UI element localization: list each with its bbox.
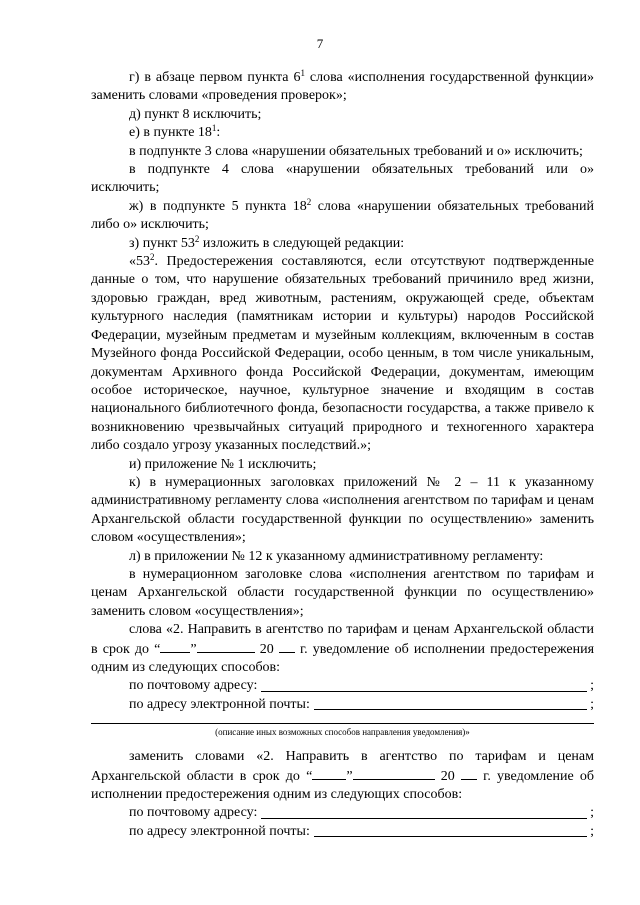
email-address-label: по адресу электронной почты: [129, 823, 310, 839]
paragraph-replacement: заменить словами «2. Направить в агентство по тарифам и ценам Архангельской области в срок до “ ” 20 г. уведомление об исполнении предостережения одним из следующих способов: [91, 749, 595, 803]
email-address-blank [314, 835, 587, 837]
paragraph-i: и) приложение № 1 исключить; [129, 456, 317, 472]
paragraph-z: з) пункт $53^2$ изложить в следующей редакции: [129, 233, 405, 251]
document-body [91, 69, 594, 841]
email-address-line: по адресу электронной почты: ; [91, 696, 594, 714]
postal-address-label: по почтовому адресу: [129, 678, 258, 694]
paragraph-l: л) в приложении № 12 к указанному административному регламенту: [129, 548, 544, 564]
paragraph-53-2: «$53^2$. Предостережения составляются, если отсутствуют подтвержденные данные о том, что нарушение обязательных требований причинило вред жизни, здоровью граждан, вред животным, растениям, окружающей среде, объектам культурного наследия (памятникам истории и культуры) народов Российской Федерации, музейным предметам и музейным коллекциям, включенным в состав Музейного фонда Российской Федерации, особо ценным, в том числе уникальным, документам Архивного фонда Российской Федерации, документам, имеющим особое историческое, научное, культурное значение и входящим в состав национального библиотечного фонда, безопасности государства, а также привело к возникновению чрезвычайных ситуаций природного и техногенного характера либо создало угрозу указанных последствий.»; [91, 252, 594, 454]
other-methods-caption: (описание иных возможных способов направления уведомления)» [215, 727, 470, 738]
day-blank [160, 640, 190, 653]
page-number: 7 [316, 36, 324, 51]
paragraph-l-words: слова «2. Направить в агентство по тарифам и ценам Архангельской области в срок до “ ” 20 г. уведомление об исполнении предостережения одним из следующих способов: [91, 622, 595, 675]
month-blank [197, 640, 255, 653]
paragraph-l-heading: в нумерационном заголовке слова «исполнения агентством по тарифам и ценам Архангельской области государственной функции по осуществлению» заменить словом «осуществления»; [91, 566, 594, 619]
day-blank [312, 767, 346, 780]
paragraph-k: к) в нумерационных заголовках приложений № 2 – 11 к указанному административному регламенту слова «исполнения агентством по тарифам и ценам Архангельской области государственной функции по осуществлению» заменить словом «осуществления»; [91, 474, 594, 546]
paragraph-e: е) в пункте $18^1$: [129, 123, 221, 141]
paragraph-d: д) пункт 8 исключить; [129, 106, 262, 122]
paragraph-zh: ж) в подпункте 5 пункта $18^2$ слова «нарушении обязательных требований либо о» исключить; [91, 196, 594, 233]
postal-address-blank [261, 690, 587, 692]
postal-address-line-2: по почтовому адресу: ; [91, 804, 594, 822]
year-blank [279, 640, 295, 653]
paragraph-e-subpoint-4: в подпункте 4 слова «нарушении обязательных требований или о» исключить; [91, 162, 594, 196]
postal-address-blank [261, 817, 587, 819]
paragraph-g: г) в абзаце первом пункта $6^1$ слова «исполнения государственной функции» заменить словами «проведения проверок»; [91, 68, 594, 104]
postal-address-label: по почтовому адресу: [129, 805, 258, 821]
month-blank [353, 767, 435, 780]
email-address-label: по адресу электронной почты: [129, 696, 310, 712]
email-address-blank [314, 708, 587, 710]
email-address-line-2: по адресу электронной почты: ; [91, 823, 594, 841]
postal-address-line: по почтовому адресу: ; [91, 677, 594, 695]
paragraph-e-subpoint-3: в подпункте 3 слова «нарушении обязательных требований и о» исключить; [129, 143, 583, 159]
year-blank [461, 767, 477, 780]
other-methods-blank [91, 722, 594, 724]
